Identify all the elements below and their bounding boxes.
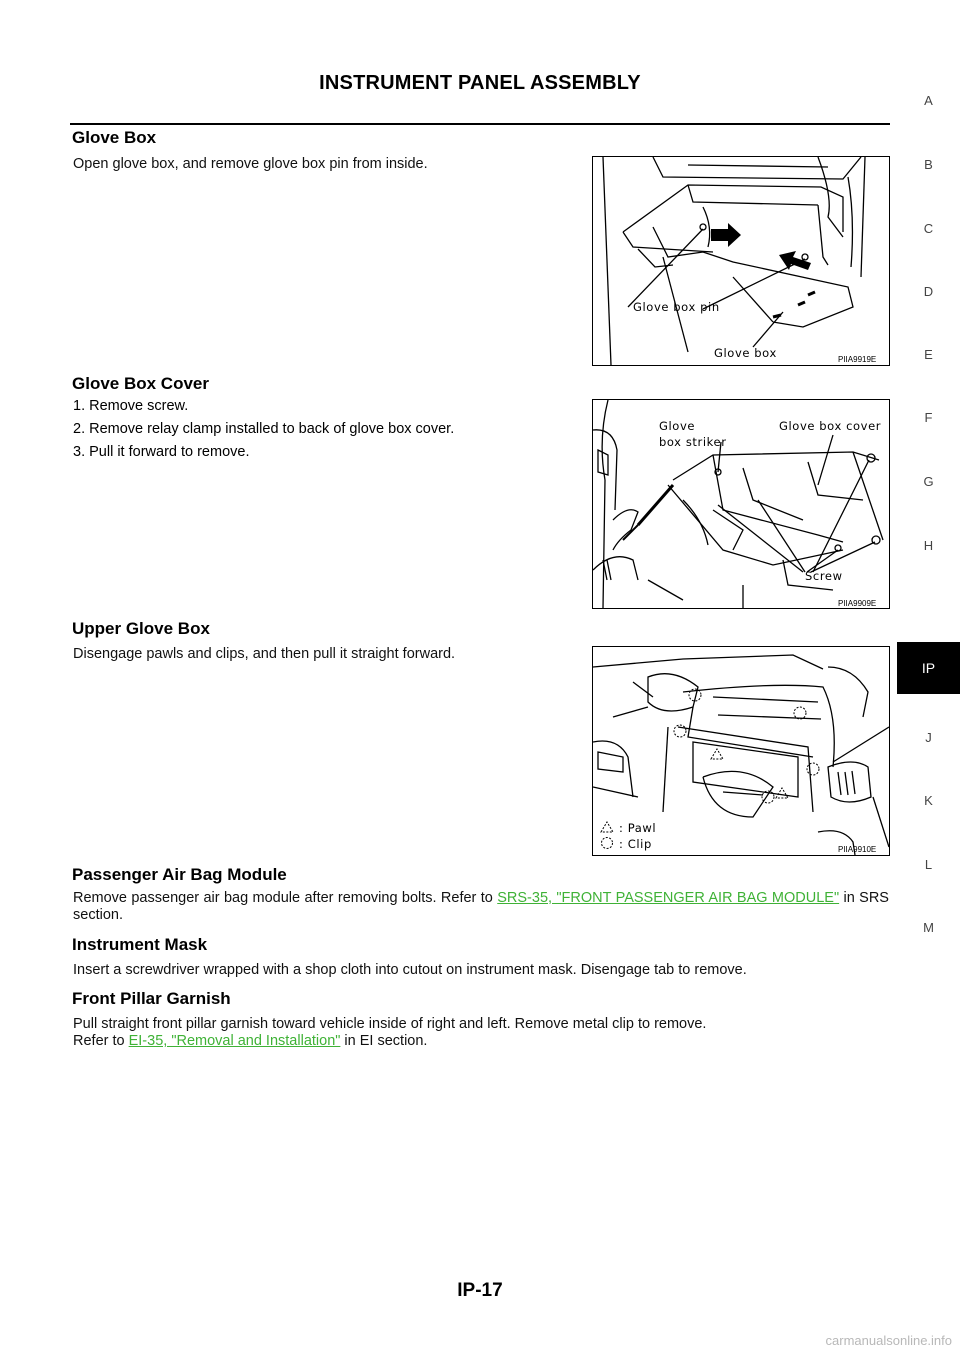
srs-35-link[interactable]: SRS-35, "FRONT PASSENGER AIR BAG MODULE": [497, 890, 840, 906]
label-glove-striker-1: Glove: [659, 419, 696, 433]
figure-upper-glove-box: [592, 646, 890, 856]
watermark: carmanualsonline.info: [825, 1333, 952, 1348]
side-index-letter[interactable]: B: [924, 157, 933, 172]
section-title-air-bag: Passenger Air Bag Module: [72, 865, 287, 884]
step-item: 1. Remove screw.: [73, 398, 189, 414]
figure-code-1: PIIA9919E: [838, 355, 877, 364]
front-pillar-text-before: Refer to: [73, 1033, 129, 1049]
glove-box-illustration: [593, 157, 889, 365]
page-header-title: INSTRUMENT PANEL ASSEMBLY: [319, 72, 641, 94]
header-rule: [70, 123, 890, 125]
upper-glove-box-illustration: [593, 647, 889, 855]
side-index-letter[interactable]: L: [924, 857, 933, 872]
page-number: IP-17: [457, 1280, 503, 1301]
front-pillar-text-line2: [73, 1033, 427, 1050]
air-bag-text-after: in SRS section.: [73, 890, 889, 923]
side-index-letter[interactable]: J: [925, 730, 932, 745]
air-bag-text: [73, 890, 889, 924]
section-title-glove-box-cover: Glove Box Cover: [72, 374, 209, 393]
side-index-active-tab[interactable]: IP: [897, 642, 960, 694]
section-title-front-pillar: Front Pillar Garnish: [72, 989, 231, 1008]
section-title-glove-box: Glove Box: [72, 128, 157, 147]
figure-glove-box-cover: [592, 399, 890, 609]
instrument-mask-text: Insert a screwdriver wrapped with a shop cloth into cutout on instrument mask. Disengage tab to remove.: [73, 962, 747, 978]
step-item: 3. Pull it forward to remove.: [73, 444, 250, 460]
side-index-letter[interactable]: C: [923, 221, 934, 236]
ei-35-link[interactable]: EI-35, "Removal and Installation": [128, 1033, 341, 1049]
label-glove-striker-2: box striker: [659, 435, 727, 449]
side-index-letter[interactable]: H: [923, 538, 934, 553]
side-index-letter[interactable]: E: [924, 347, 933, 362]
step-item: 2. Remove relay clamp installed to back of glove box cover.: [73, 421, 455, 437]
figure-code-2: PIIA9909E: [838, 599, 877, 608]
front-pillar-text-after: in EI section.: [340, 1033, 428, 1049]
side-index-letter[interactable]: D: [923, 284, 934, 299]
section-title-upper-glove-box: Upper Glove Box: [72, 619, 210, 638]
figure-glove-box: [592, 156, 890, 366]
upper-glove-box-text: Disengage pawls and clips, and then pull it straight forward.: [73, 646, 456, 662]
glove-box-cover-steps: [73, 398, 454, 467]
legend-pawl: : Pawl: [619, 821, 657, 835]
figure-code-3: PIIA9910E: [838, 845, 877, 854]
air-bag-text-before: Remove passenger air bag module after removing bolts. Refer to: [73, 890, 498, 906]
glove-box-cover-illustration: [593, 400, 889, 608]
side-index-letter[interactable]: M: [923, 920, 934, 935]
front-pillar-text-line1: Pull straight front pillar garnish toward vehicle inside of right and left. Remove metal clip to remove.: [73, 1016, 707, 1032]
side-index-letter[interactable]: F: [924, 410, 933, 425]
label-glove-box-pin: Glove box pin: [633, 300, 720, 314]
label-glove-box: Glove box: [714, 346, 777, 360]
side-index-letter[interactable]: G: [923, 474, 934, 489]
label-screw: Screw: [805, 569, 843, 583]
label-glove-box-cover: Glove box cover: [779, 419, 882, 433]
side-index-letter[interactable]: K: [924, 793, 933, 808]
legend-clip: : Clip: [619, 837, 652, 851]
glove-box-text: Open glove box, and remove glove box pin from inside.: [73, 156, 428, 172]
section-title-instrument-mask: Instrument Mask: [72, 935, 208, 954]
side-index-letter[interactable]: A: [924, 93, 933, 108]
